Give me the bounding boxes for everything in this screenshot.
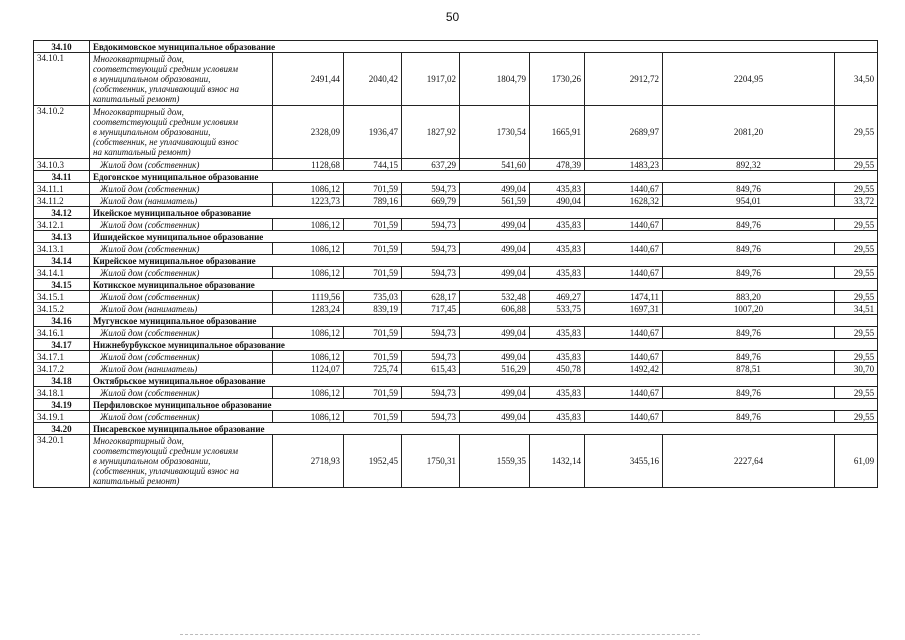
value-cell: 30,70 <box>835 363 878 375</box>
value-cell: 717,45 <box>402 303 460 315</box>
value-cell: 1492,42 <box>585 363 663 375</box>
table-row <box>34 183 878 195</box>
table-row <box>34 351 878 363</box>
housing-type: Жилой дом (собственник) <box>90 243 273 255</box>
housing-type: Жилой дом (наниматель) <box>90 195 273 207</box>
value-cell: 594,73 <box>402 243 460 255</box>
value-cell: 29,55 <box>835 267 878 279</box>
value-cell: 1952,45 <box>344 435 402 488</box>
value-cell: 29,55 <box>835 351 878 363</box>
tariff-table <box>33 40 878 488</box>
value-cell: 1086,12 <box>273 267 344 279</box>
value-cell: 1440,67 <box>585 219 663 231</box>
section-title: Едогонское муниципальное образование <box>90 171 878 183</box>
value-cell: 594,73 <box>402 219 460 231</box>
value-cell: 878,51 <box>663 363 835 375</box>
section-row <box>34 255 878 267</box>
housing-type-line: в муниципальном образовании, <box>93 74 211 84</box>
value-cell: 499,04 <box>460 411 530 423</box>
section-code: 34.15 <box>34 279 90 291</box>
table-body <box>34 41 878 488</box>
housing-type: Жилой дом (собственник) <box>90 183 273 195</box>
value-cell: 1697,31 <box>585 303 663 315</box>
section-title: Перфиловское муниципальное образование <box>90 399 878 411</box>
housing-type: Жилой дом (собственник) <box>90 267 273 279</box>
row-code: 34.10.1 <box>34 53 90 106</box>
section-code: 34.14 <box>34 255 90 267</box>
value-cell: 499,04 <box>460 327 530 339</box>
value-cell: 1440,67 <box>585 411 663 423</box>
value-cell: 478,39 <box>530 159 585 171</box>
value-cell: 1007,20 <box>663 303 835 315</box>
value-cell: 490,04 <box>530 195 585 207</box>
value-cell: 892,32 <box>663 159 835 171</box>
value-cell: 1559,35 <box>460 435 530 488</box>
row-code: 34.15.1 <box>34 291 90 303</box>
table-row <box>34 435 878 488</box>
value-cell: 1936,47 <box>344 106 402 159</box>
value-cell: 1440,67 <box>585 243 663 255</box>
section-title: Евдокимовское муниципальное образование <box>90 41 878 53</box>
section-title: Мугунское муниципальное образование <box>90 315 878 327</box>
value-cell: 2491,44 <box>273 53 344 106</box>
section-row <box>34 231 878 243</box>
housing-type-line: на капитальный ремонт) <box>93 147 191 157</box>
value-cell: 2081,20 <box>663 106 835 159</box>
table-row <box>34 267 878 279</box>
value-cell: 849,76 <box>663 183 835 195</box>
value-cell: 1124,07 <box>273 363 344 375</box>
table-row <box>34 303 878 315</box>
section-row <box>34 423 878 435</box>
section-row <box>34 279 878 291</box>
value-cell: 1086,12 <box>273 411 344 423</box>
value-cell: 29,55 <box>835 183 878 195</box>
value-cell: 29,55 <box>835 327 878 339</box>
section-title: Котикское муниципальное образование <box>90 279 878 291</box>
section-code: 34.17 <box>34 339 90 351</box>
housing-type-line: Многоквартирный дом, <box>93 436 184 446</box>
value-cell: 1119,56 <box>273 291 344 303</box>
value-cell: 435,83 <box>530 411 585 423</box>
value-cell: 669,79 <box>402 195 460 207</box>
section-row <box>34 207 878 219</box>
value-cell: 34,51 <box>835 303 878 315</box>
section-code: 34.13 <box>34 231 90 243</box>
value-cell: 1628,32 <box>585 195 663 207</box>
table-row <box>34 195 878 207</box>
value-cell: 615,43 <box>402 363 460 375</box>
housing-type: Жилой дом (собственник) <box>90 219 273 231</box>
table-row <box>34 106 878 159</box>
value-cell: 499,04 <box>460 387 530 399</box>
value-cell: 1483,23 <box>585 159 663 171</box>
value-cell: 849,76 <box>663 327 835 339</box>
value-cell: 29,55 <box>835 411 878 423</box>
value-cell: 2718,93 <box>273 435 344 488</box>
row-code: 34.17.2 <box>34 363 90 375</box>
value-cell: 744,15 <box>344 159 402 171</box>
housing-type-line: в муниципальном образовании, <box>93 127 211 137</box>
row-code: 34.11.1 <box>34 183 90 195</box>
value-cell: 469,27 <box>530 291 585 303</box>
housing-type-line: соответствующий средним условиям <box>93 64 238 74</box>
row-code: 34.12.1 <box>34 219 90 231</box>
value-cell: 701,59 <box>344 267 402 279</box>
section-title: Икейское муниципальное образование <box>90 207 878 219</box>
value-cell: 1128,68 <box>273 159 344 171</box>
page-number: 50 <box>445 10 460 24</box>
section-row <box>34 375 878 387</box>
value-cell: 849,76 <box>663 219 835 231</box>
value-cell: 1086,12 <box>273 243 344 255</box>
section-row <box>34 171 878 183</box>
table-row <box>34 411 878 423</box>
value-cell: 435,83 <box>530 219 585 231</box>
value-cell: 2689,97 <box>585 106 663 159</box>
housing-type <box>90 53 273 106</box>
housing-type-line: капитальный ремонт) <box>93 476 180 486</box>
value-cell: 606,88 <box>460 303 530 315</box>
value-cell: 2204,95 <box>663 53 835 106</box>
value-cell: 2227,64 <box>663 435 835 488</box>
housing-type-line: (собственник, не уплачивающий взнос <box>93 137 239 147</box>
value-cell: 34,50 <box>835 53 878 106</box>
row-code: 34.15.2 <box>34 303 90 315</box>
value-cell: 701,59 <box>344 183 402 195</box>
section-row <box>34 41 878 53</box>
value-cell: 883,20 <box>663 291 835 303</box>
value-cell: 1827,92 <box>402 106 460 159</box>
value-cell: 1440,67 <box>585 183 663 195</box>
value-cell: 516,29 <box>460 363 530 375</box>
housing-type-line: Многоквартирный дом, <box>93 54 184 64</box>
value-cell: 1804,79 <box>460 53 530 106</box>
value-cell: 849,76 <box>663 351 835 363</box>
value-cell: 594,73 <box>402 351 460 363</box>
value-cell: 701,59 <box>344 351 402 363</box>
value-cell: 701,59 <box>344 243 402 255</box>
value-cell: 789,16 <box>344 195 402 207</box>
value-cell: 849,76 <box>663 411 835 423</box>
row-code: 34.19.1 <box>34 411 90 423</box>
housing-type-line: в муниципальном образовании, <box>93 456 211 466</box>
value-cell: 839,19 <box>344 303 402 315</box>
value-cell: 435,83 <box>530 183 585 195</box>
value-cell: 1086,12 <box>273 387 344 399</box>
value-cell: 849,76 <box>663 387 835 399</box>
value-cell: 1223,73 <box>273 195 344 207</box>
scan-artifact-line <box>180 634 700 637</box>
value-cell: 701,59 <box>344 327 402 339</box>
section-code: 34.20 <box>34 423 90 435</box>
housing-type-line: соответствующий средним условиям <box>93 446 238 456</box>
value-cell: 499,04 <box>460 351 530 363</box>
value-cell: 1917,02 <box>402 53 460 106</box>
value-cell: 725,74 <box>344 363 402 375</box>
value-cell: 499,04 <box>460 183 530 195</box>
value-cell: 1440,67 <box>585 387 663 399</box>
value-cell: 541,60 <box>460 159 530 171</box>
value-cell: 701,59 <box>344 387 402 399</box>
value-cell: 1730,26 <box>530 53 585 106</box>
table-row <box>34 243 878 255</box>
value-cell: 29,55 <box>835 159 878 171</box>
value-cell: 1665,91 <box>530 106 585 159</box>
value-cell: 3455,16 <box>585 435 663 488</box>
section-title: Октябрьское муниципальное образование <box>90 375 878 387</box>
value-cell: 435,83 <box>530 351 585 363</box>
value-cell: 637,29 <box>402 159 460 171</box>
value-cell: 701,59 <box>344 219 402 231</box>
section-title: Нижнебурбукское муниципальное образование <box>90 339 878 351</box>
value-cell: 735,03 <box>344 291 402 303</box>
value-cell: 1283,24 <box>273 303 344 315</box>
value-cell: 435,83 <box>530 327 585 339</box>
value-cell: 594,73 <box>402 387 460 399</box>
housing-type-line: (собственник, уплачивающий взнос на <box>93 466 240 476</box>
row-code: 34.14.1 <box>34 267 90 279</box>
section-code: 34.16 <box>34 315 90 327</box>
value-cell: 2040,42 <box>344 53 402 106</box>
value-cell: 532,48 <box>460 291 530 303</box>
housing-type: Жилой дом (наниматель) <box>90 303 273 315</box>
value-cell: 1440,67 <box>585 327 663 339</box>
section-code: 34.18 <box>34 375 90 387</box>
row-code: 34.20.1 <box>34 435 90 488</box>
table-row <box>34 387 878 399</box>
value-cell: 1086,12 <box>273 219 344 231</box>
housing-type: Жилой дом (собственник) <box>90 159 273 171</box>
value-cell: 533,75 <box>530 303 585 315</box>
value-cell: 1474,11 <box>585 291 663 303</box>
row-code: 34.17.1 <box>34 351 90 363</box>
housing-type: Жилой дом (собственник) <box>90 291 273 303</box>
value-cell: 450,78 <box>530 363 585 375</box>
value-cell: 1086,12 <box>273 351 344 363</box>
housing-type: Жилой дом (собственник) <box>90 387 273 399</box>
value-cell: 1440,67 <box>585 351 663 363</box>
section-row <box>34 315 878 327</box>
value-cell: 628,17 <box>402 291 460 303</box>
row-code: 34.10.2 <box>34 106 90 159</box>
value-cell: 33,72 <box>835 195 878 207</box>
housing-type: Жилой дом (собственник) <box>90 351 273 363</box>
value-cell: 849,76 <box>663 267 835 279</box>
table-row <box>34 53 878 106</box>
table-row <box>34 159 878 171</box>
table-row <box>34 327 878 339</box>
value-cell: 29,55 <box>835 219 878 231</box>
value-cell: 594,73 <box>402 327 460 339</box>
table-row <box>34 219 878 231</box>
value-cell: 594,73 <box>402 267 460 279</box>
section-row <box>34 399 878 411</box>
value-cell: 29,55 <box>835 387 878 399</box>
value-cell: 1440,67 <box>585 267 663 279</box>
housing-type-line: Многоквартирный дом, <box>93 107 184 117</box>
value-cell: 1086,12 <box>273 183 344 195</box>
value-cell: 849,76 <box>663 243 835 255</box>
row-code: 34.16.1 <box>34 327 90 339</box>
section-code: 34.19 <box>34 399 90 411</box>
housing-type-line: капитальный ремонт) <box>93 94 180 104</box>
value-cell: 435,83 <box>530 267 585 279</box>
value-cell: 594,73 <box>402 411 460 423</box>
value-cell: 29,55 <box>835 106 878 159</box>
value-cell: 29,55 <box>835 243 878 255</box>
section-title: Писаревское муниципальное образование <box>90 423 878 435</box>
section-code: 34.11 <box>34 171 90 183</box>
table-row <box>34 363 878 375</box>
row-code: 34.10.3 <box>34 159 90 171</box>
value-cell: 2328,09 <box>273 106 344 159</box>
value-cell: 29,55 <box>835 291 878 303</box>
value-cell: 1086,12 <box>273 327 344 339</box>
row-code: 34.13.1 <box>34 243 90 255</box>
table-row <box>34 291 878 303</box>
section-title: Кирейское муниципальное образование <box>90 255 878 267</box>
value-cell: 499,04 <box>460 219 530 231</box>
value-cell: 701,59 <box>344 411 402 423</box>
value-cell: 561,59 <box>460 195 530 207</box>
value-cell: 1750,31 <box>402 435 460 488</box>
value-cell: 499,04 <box>460 243 530 255</box>
value-cell: 61,09 <box>835 435 878 488</box>
value-cell: 2912,72 <box>585 53 663 106</box>
housing-type: Жилой дом (собственник) <box>90 327 273 339</box>
value-cell: 435,83 <box>530 387 585 399</box>
section-title: Ишидейское муниципальное образование <box>90 231 878 243</box>
value-cell: 499,04 <box>460 267 530 279</box>
row-code: 34.11.2 <box>34 195 90 207</box>
row-code: 34.18.1 <box>34 387 90 399</box>
housing-type <box>90 435 273 488</box>
value-cell: 594,73 <box>402 183 460 195</box>
housing-type-line: соответствующий средним условиям <box>93 117 238 127</box>
section-code: 34.12 <box>34 207 90 219</box>
value-cell: 435,83 <box>530 243 585 255</box>
value-cell: 1730,54 <box>460 106 530 159</box>
section-row <box>34 339 878 351</box>
value-cell: 1432,14 <box>530 435 585 488</box>
section-code: 34.10 <box>34 41 90 53</box>
housing-type: Жилой дом (наниматель) <box>90 363 273 375</box>
housing-type: Жилой дом (собственник) <box>90 411 273 423</box>
housing-type-line: (собственник, уплачивающий взнос на <box>93 84 240 94</box>
value-cell: 954,01 <box>663 195 835 207</box>
housing-type <box>90 106 273 159</box>
